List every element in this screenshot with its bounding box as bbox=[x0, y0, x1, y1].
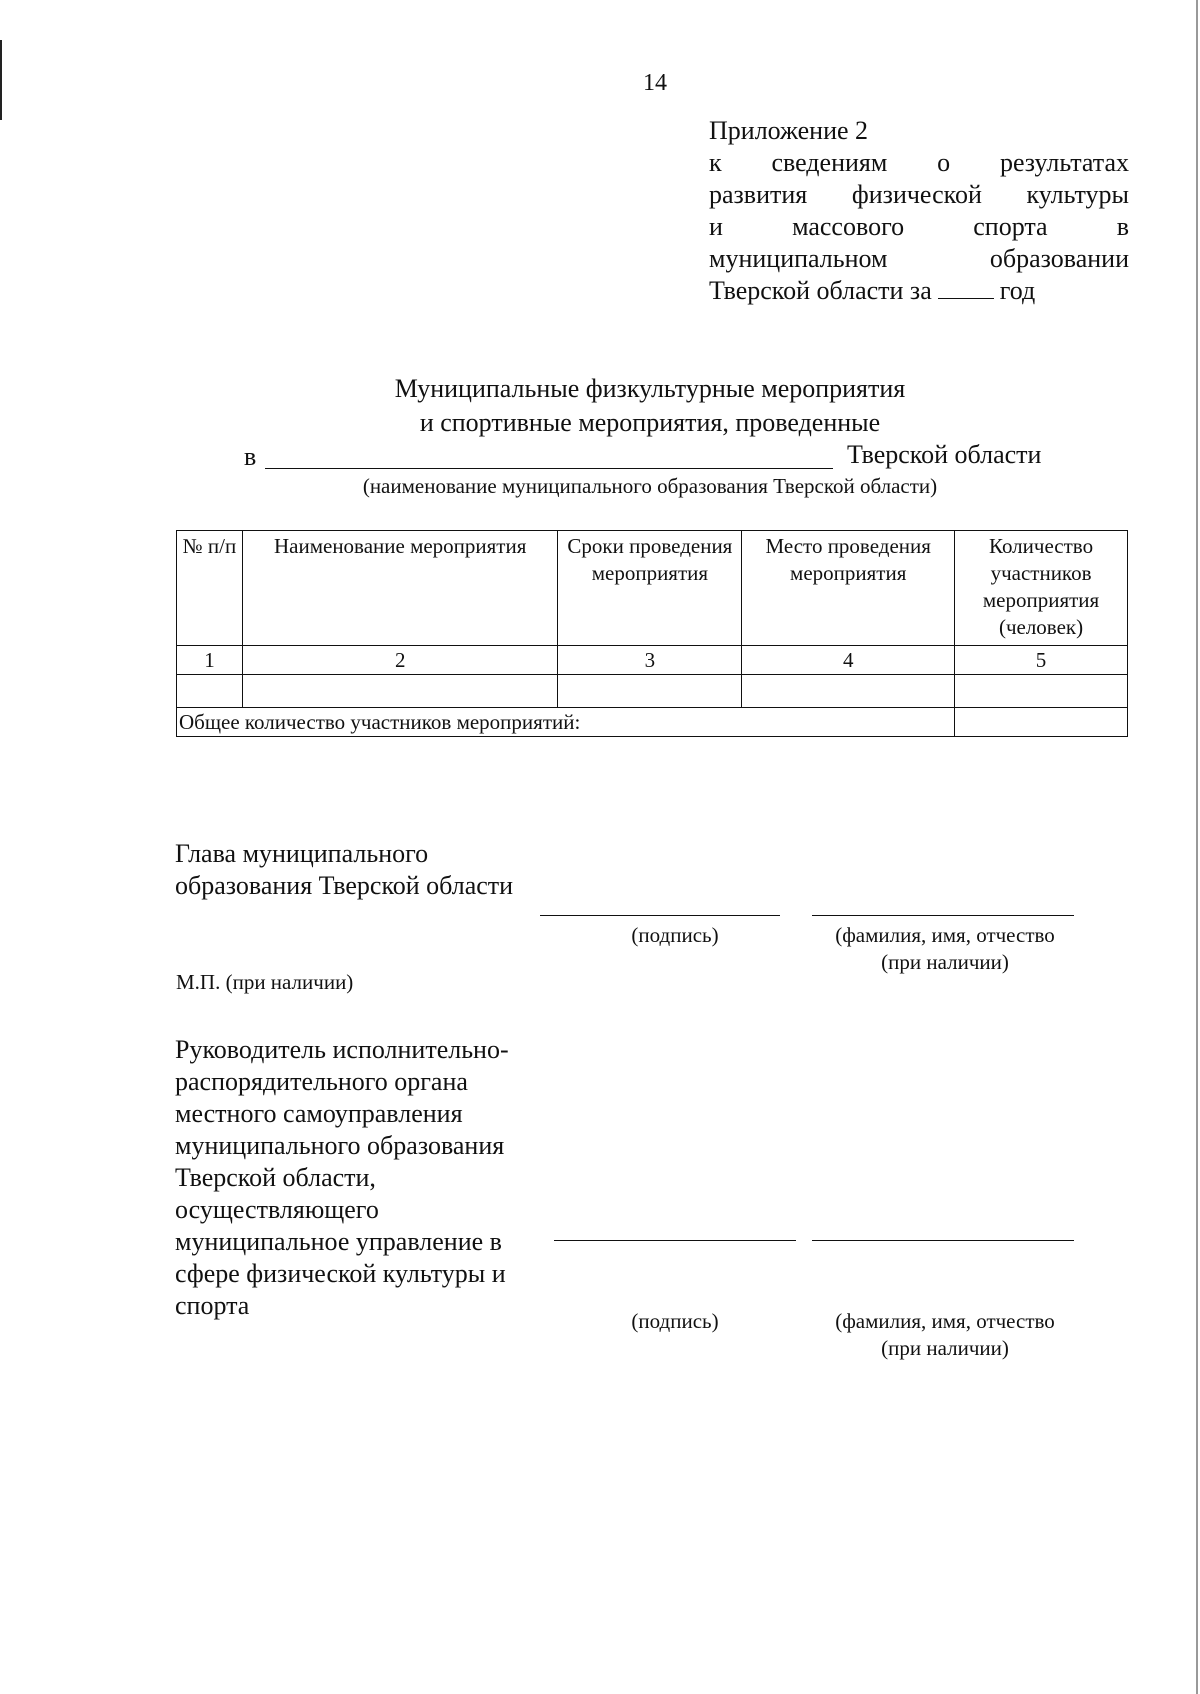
page-number: 14 bbox=[643, 70, 667, 96]
table-cell[interactable] bbox=[742, 675, 955, 708]
appendix-title: Приложение 2 bbox=[709, 116, 869, 145]
table-cell[interactable] bbox=[558, 675, 742, 708]
total-participants-value[interactable] bbox=[955, 708, 1128, 737]
scan-edge-right bbox=[1196, 0, 1198, 1694]
year-blank bbox=[938, 276, 994, 299]
table-row bbox=[177, 675, 1128, 708]
column-number-cell: 3 bbox=[558, 646, 742, 675]
head-of-municipality-role: Глава муниципального образования Тверской области bbox=[175, 839, 514, 900]
document-title-line-1: Муниципальные физкультурные мероприятия bbox=[394, 374, 906, 403]
executive-head-role: Руководитель исполнительно-распорядительного органа местного самоуправления муниципального образования Тверской области, осуществляющего муниципальное управление в сфере физической культуры и спорта bbox=[175, 1035, 509, 1320]
appendix-line-5: муниципальном образовании bbox=[709, 244, 1129, 273]
appendix-line-4: и массового спорта в bbox=[709, 212, 1130, 241]
table-cell[interactable] bbox=[177, 675, 243, 708]
header-cell-participants: Количество участников мероприятия (человек) bbox=[955, 531, 1128, 646]
total-participants-label: Общее количество участников мероприятий: bbox=[177, 708, 955, 737]
title-in-letter: в bbox=[244, 442, 257, 471]
appendix-line-6: Тверской области за год bbox=[709, 276, 1036, 305]
title-suffix: Тверской области bbox=[847, 440, 1042, 469]
head-name-line bbox=[812, 915, 1074, 916]
municipality-blank-line bbox=[265, 468, 833, 469]
header-cell-event-name: Наименование мероприятия bbox=[242, 531, 558, 646]
column-number-cell: 5 bbox=[955, 646, 1128, 675]
table-total-row bbox=[177, 708, 1128, 737]
head-name-caption: (фамилия, имя, отчество (при наличии) bbox=[835, 923, 1055, 974]
appendix-header bbox=[709, 115, 1129, 307]
executive-signature-caption: (подпись) bbox=[631, 1309, 719, 1333]
column-number-cell: 4 bbox=[742, 646, 955, 675]
municipality-caption: (наименование муниципального образования Тверской области) bbox=[362, 474, 938, 498]
executive-signature-line bbox=[554, 1240, 796, 1241]
head-signature-caption: (подпись) bbox=[631, 923, 719, 947]
events-table bbox=[176, 530, 1128, 737]
appendix-line-2: к сведениям о результатах bbox=[709, 148, 1129, 177]
table-cell[interactable] bbox=[955, 675, 1128, 708]
table-cell[interactable] bbox=[242, 675, 558, 708]
header-cell-number: № п/п bbox=[177, 531, 243, 646]
executive-name-line bbox=[812, 1240, 1074, 1241]
appendix-line-3: развития физической культуры bbox=[709, 180, 1129, 209]
header-cell-dates: Сроки проведения мероприятия bbox=[558, 531, 742, 646]
head-signature-line bbox=[540, 915, 780, 916]
table-column-numbers-row bbox=[177, 646, 1128, 675]
executive-name-caption: (фамилия, имя, отчество (при наличии) bbox=[835, 1309, 1055, 1360]
column-number-cell: 1 bbox=[177, 646, 243, 675]
stamp-note: М.П. (при наличии) bbox=[176, 970, 354, 994]
document-title-line-2: и спортивные мероприятия, проведенные bbox=[419, 408, 881, 437]
table-header-row bbox=[177, 531, 1128, 646]
column-number-cell: 2 bbox=[242, 646, 558, 675]
header-cell-venue: Место проведения мероприятия bbox=[742, 531, 955, 646]
